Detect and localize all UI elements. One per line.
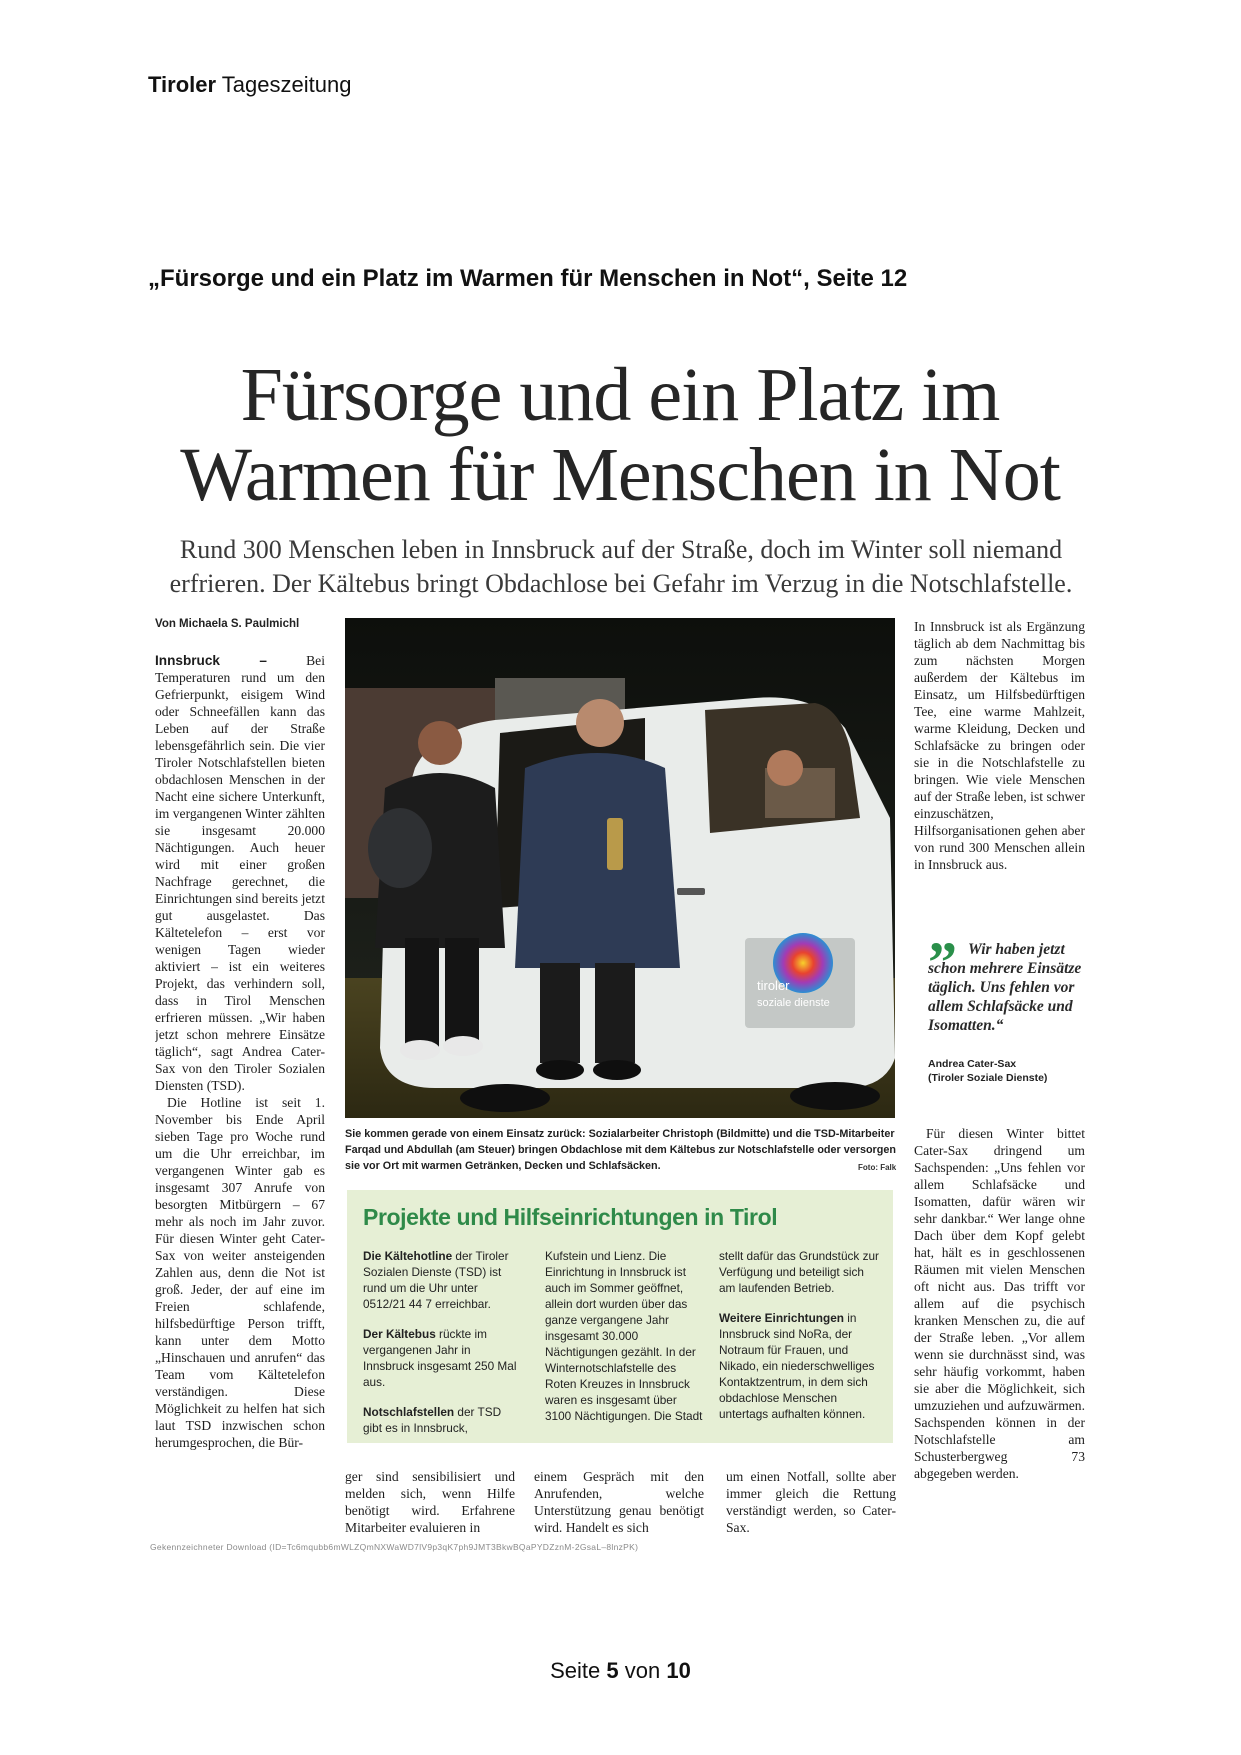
- photo-illustration: [345, 618, 895, 1118]
- quote-affiliation: (Tiroler Soziale Dienste): [928, 1072, 1048, 1084]
- infobox-item: [363, 1326, 523, 1390]
- quote-author: Andrea Cater-Sax: [928, 1058, 1017, 1070]
- masthead-rest: Tageszeitung: [221, 72, 352, 97]
- article-column-1: [155, 652, 325, 1542]
- byline: Von Michaela S. Paulmichl: [155, 618, 300, 630]
- van-logo-text-2: soziale dienste: [757, 997, 830, 1009]
- pull-quote: [928, 930, 1084, 1085]
- infobox-item-text: stellt dafür das Grundstück zur Verfügung und beteiligt sich am laufenden Betrieb.: [719, 1249, 879, 1295]
- article-bottom-column-4: um einen Notfall, sollte aber immer gleich die Rettung verständigt werden, so Cater-Sax.: [726, 1469, 896, 1535]
- download-note: Gekennzeichneter Download (ID=Tc6mqubb6mWLZQmNXWaWD7lV9p3qK7ph9JMT3BkwBQaPYDZznM-2GsaL–8lnzPK): [150, 1542, 639, 1552]
- footer-prefix: Seite: [550, 1658, 601, 1683]
- article-paragraph-1: [155, 652, 325, 1094]
- infobox-item-text: der Tiroler Sozialen Dienste (TSD) ist rund um die Uhr unter 0512/21 44 7 erreichbar.: [363, 1249, 509, 1311]
- infobox-item-lead: Der Kältebus: [363, 1327, 436, 1341]
- headline: [150, 355, 1090, 515]
- footer-total-pages: 10: [666, 1658, 691, 1683]
- infobox-item-text: Kufstein und Lienz. Die Einrichtung in Innsbruck ist auch im Sommer geöffnet, allein dort wurden über das ganze vergangene Jahr insgesamt 30.000 Nächtigungen gezählt. In der Winternotschlafstelle des Roten Kreuzes in Innsbruck waren es insgesamt über 3100 Nächtigungen. Die Stadt: [545, 1249, 703, 1423]
- infobox-item-text: in Innsbruck sind NoRa, der Notraum für Frauen, und Nikado, ein niederschwelliges Kontaktzentrum, in dem sich obdachlose Menschen untertags aufhalten können.: [719, 1311, 875, 1421]
- article-bottom-column-2: ger sind sensibilisiert und melden sich, wenn Hilfe benötigt wird. Erfahrene Mitarbeiter evaluieren in: [345, 1469, 515, 1535]
- page-footer: [0, 1658, 1241, 1684]
- article-p2: Die Hotline ist seit 1. November bis Ende April sieben Tage pro Woche rund um die Uhr erreichbar, im vergangenen Winter gab es insgesamt 307 Anrufe von besorgten Mitbürgern – 67 mehr als noch im Jahr zuvor. Für diesen Winter geht Cater-Sax von weiter ansteigenden Zahlen aus, denn die Not ist groß. Jeder, der auf eine im Freien schlafende, hilfsbedürftige Person trifft, kann unter dem Motto „Hinschauen und anrufen“ das Team vom Kältetelefon verständigen. Diese Möglichkeit zu helfen hat sich laut TSD inzwischen schon herumgesprochen, die Bür-: [155, 1095, 325, 1450]
- infobox-column-1: [363, 1248, 523, 1450]
- quote-text: Wir haben jetzt schon mehrere Einsätze täglich. Uns fehlen vor allem Schlafsäcke und Isomatten.“: [928, 941, 1082, 1034]
- article-r2: Für diesen Winter bittet Cater-Sax dringend um Sachspenden: „Uns fehlen vor allem Schlafsäcke und Isomatten, dafür wären wir sehr dankbar.“ Wer lange ohne Dach über dem Kopf gelebt hat, hält es in geschlossenen Räumen mit vielen Menschen oft nicht aus. Das trifft vor allem auf die psychisch kranken Menschen zu, die auf der Straße leben. „Vor allem wenn sie durchnässt sind, was sehr häufig vorkommt, haben sie aber die Möglichkeit, sich umzuziehen und aufzuwärmen. Sachspenden können in der Notschlafstelle am Schusterbergweg 73 abgegeben werden.: [914, 1126, 1085, 1481]
- footer-middle: von: [624, 1658, 661, 1683]
- infobox-item: [545, 1248, 705, 1424]
- masthead: [148, 72, 351, 98]
- infobox-item-text: der TSD gibt es in Innsbruck,: [363, 1405, 502, 1435]
- footer-current-page: 5: [606, 1658, 619, 1683]
- masthead-bold: Tiroler: [148, 72, 217, 97]
- infobox-item-text: rückte im vergangenen Jahr in Innsbruck insgesamt 250 Mal aus.: [363, 1327, 517, 1389]
- infobox-item: [719, 1248, 879, 1296]
- article-column-right-top: [914, 618, 1085, 918]
- infobox-item-lead: Weitere Einrichtungen: [719, 1311, 844, 1325]
- infobox-item-lead: Die Kältehotline: [363, 1249, 453, 1263]
- article-photo: [345, 618, 895, 1118]
- infobox-column-2: [545, 1248, 705, 1438]
- infobox-item: [719, 1310, 879, 1422]
- article-column-right-bottom: [914, 1125, 1085, 1540]
- dateline: Innsbruck –: [155, 653, 267, 668]
- quote-mark-icon: ”: [928, 930, 957, 995]
- infobox-item: [363, 1404, 523, 1436]
- headline-line-2: Warmen für Menschen in Not: [180, 433, 1060, 517]
- article-r1: In Innsbruck ist als Ergänzung täglich ab dem Nachmittag bis zum nächsten Morgen außerdem der Kältebus im Einsatz, um Hilfsbedürftigen Tee, eine warme Mahlzeit, warme Kleidung, Decken und Schlafsäcke zu bringen oder sie in die Notschlafstelle zu bringen. Wie viele Menschen auf der Straße leben, ist schwer einzuschätzen, Hilfsorganisationen gehen aber von rund 300 Menschen allein in Innsbruck aus.: [914, 619, 1085, 872]
- quote-attribution: [928, 1057, 1084, 1085]
- infobox-item-lead: Notschlafstellen: [363, 1405, 455, 1419]
- infobox-title: Projekte und Hilfseinrichtungen in Tirol: [363, 1204, 778, 1230]
- reference-title: „Fürsorge und ein Platz im Warmen für Menschen in Not“, Seite 12: [148, 265, 908, 292]
- article-p1: Bei Temperaturen rund um den Gefrierpunkt, eisigem Wind oder Schneefällen kann das Leben auf der Straße lebensgefährlich sein. Die vier Tiroler Notschlafstellen bieten obdachlosen Menschen in der Nacht eine sichere Unterkunft, im vergangenen Winter zählten sie insgesamt 20.000 Nächtigungen. Auch heuer wird mit einer großen Nachfrage gerechnet, die Einrichtungen sind bereits jetzt gut ausgelastet. Das Kältetelefon – erst vor wenigen Tagen wieder aktiviert – ist ein weiteres Projekt, das verhindern soll, dass in Tirol Menschen erfrieren müssen. „Wir haben jetzt schon mehrere Einsätze täglich“, sagt Andrea Cater-Sax von den Tiroler Sozialen Diensten (TSD).: [155, 653, 325, 1093]
- photo-caption: Sie kommen gerade von einem Einsatz zurück: Sozialarbeiter Christoph (Bildmitte) und die TSD-Mitarbeiter Farqad und Abdullah (am Steuer) bringen Obdachlose mit dem Kältebus zur Notschlafstelle oder versorgen sie vor Ort mit warmen Getränken, Decken und Schlafsäcken.: [345, 1128, 896, 1172]
- infobox: [347, 1190, 893, 1443]
- headline-line-1: Fürsorge und ein Platz im: [240, 353, 1000, 437]
- infobox-item: [363, 1248, 523, 1312]
- van-logo-text-1: tiroler: [757, 978, 790, 993]
- photo-credit: Foto: Falk: [858, 1163, 897, 1172]
- article-bottom-column-3: einem Gespräch mit den Anrufenden, welche Unterstützung genau benötigt wird. Handelt es sich: [534, 1469, 704, 1535]
- deck: Rund 300 Menschen leben in Innsbruck auf der Straße, doch im Winter soll niemand erfrieren. Der Kältebus bringt Obdachlose bei Gefahr im Verzug in die Notschlafstelle.: [169, 535, 1073, 598]
- infobox-column-3: [719, 1248, 879, 1436]
